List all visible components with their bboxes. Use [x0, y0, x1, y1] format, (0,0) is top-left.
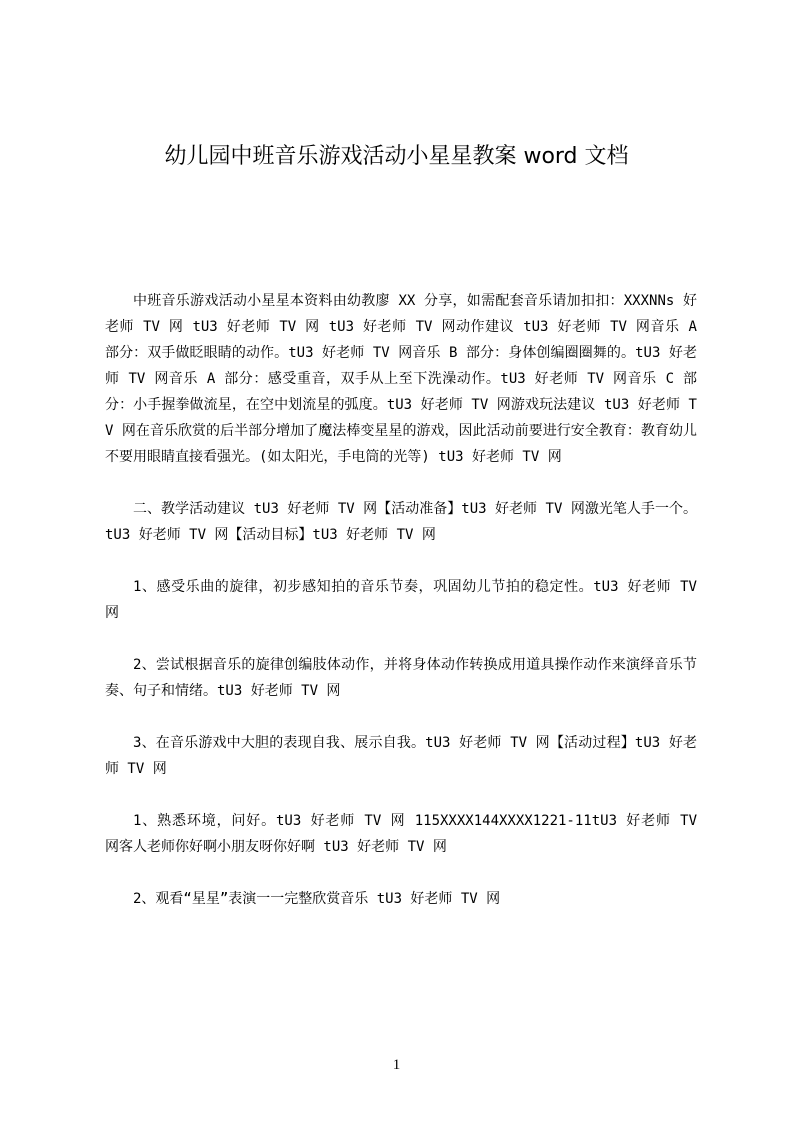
document-title: 幼儿园中班音乐游戏活动小星星教案 word 文档	[164, 144, 629, 169]
paragraph-goal-2: 2、尝试根据音乐的旋律创编肢体动作，并将身体动作转换成用道具操作动作来演绎音乐节奏、句子和情绪。tU3 好老师 TV 网	[105, 657, 697, 699]
paragraph-process-2: 2、观看“星星”表演一一完整欣赏音乐 tU3 好老师 TV 网	[133, 891, 501, 907]
paragraph-intro: 中班音乐游戏活动小星星本资料由幼教廖 XX 分享，如需配套音乐请加扣扣：XXXNNs 好老师 TV 网 tU3 好老师 TV 网 tU3 好老师 TV 网动作建议 tU3 好老师 TV 网音乐 A 部分：双手做眨眼睛的动作。tU3 好老师 TV 网音乐 B 部分：身体创编圈圈舞的。tU3 好老师 TV 网音乐 A 部分：感受重音，双手从上至下洗澡动作。tU3 好老师 TV 网音乐 C 部分：小手握拳做流星，在空中划流星的弧度。tU3 好老师 TV 网游戏玩法建议 tU3 好老师 TV 网在音乐欣赏的后半部分增加了魔法棒变星星的游戏，因此活动前要进行安全教育：教育幼儿不要用眼睛直接看强光。(如太阳光，手电筒的光等) tU3 好老师 TV 网	[105, 293, 697, 465]
paragraph-goal-3: 3、在音乐游戏中大胆的表现自我、展示自我。tU3 好老师 TV 网【活动过程】tU3 好老师 TV 网	[105, 735, 697, 777]
page-number: 1	[392, 1057, 401, 1073]
paragraph-teaching-suggestions: 二、教学活动建议 tU3 好老师 TV 网【活动准备】tU3 好老师 TV 网激光笔人手一个。tU3 好老师 TV 网【活动目标】tU3 好老师 TV 网	[105, 501, 697, 543]
paragraph-goal-1: 1、感受乐曲的旋律，初步感知拍的音乐节奏，巩固幼儿节拍的稳定性。tU3 好老师 TV 网	[105, 579, 697, 621]
document-body	[105, 288, 697, 938]
paragraph-process-1: 1、熟悉环境，问好。tU3 好老师 TV 网 115XXXX144XXXX1221-11tU3 好老师 TV 网客人老师你好啊小朋友呀你好啊 tU3 好老师 TV 网	[105, 813, 697, 855]
